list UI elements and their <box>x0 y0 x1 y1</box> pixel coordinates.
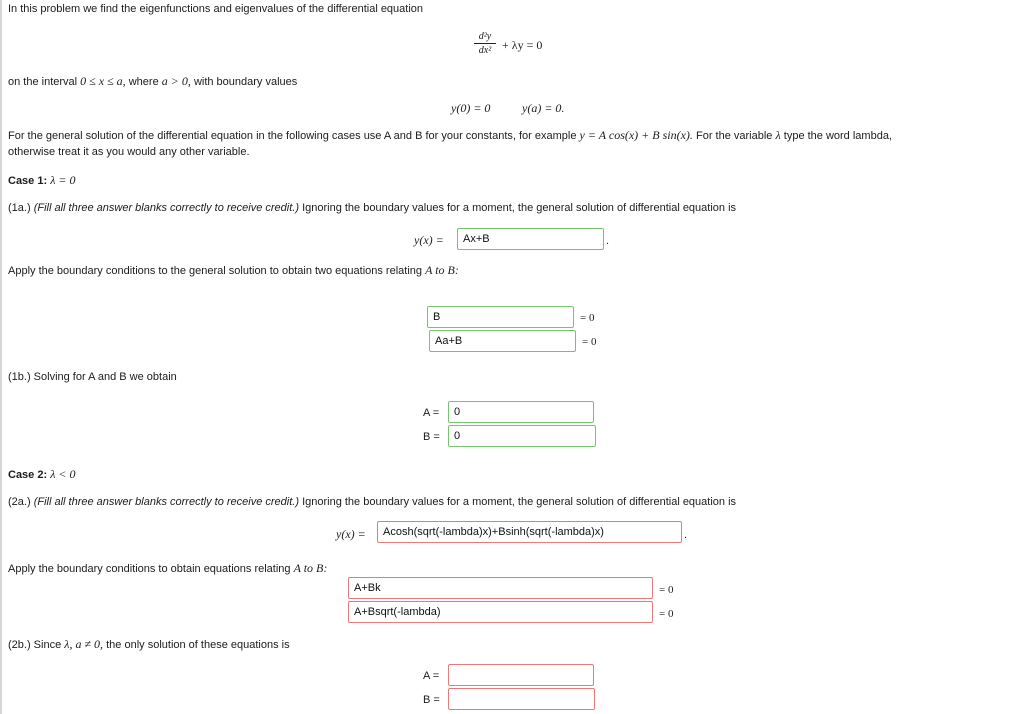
q2a-prompt <box>8 495 736 509</box>
case1-apply-label: Apply the boundary conditions to the general solution to obtain two equations relating <box>8 265 423 277</box>
case1-equation2-input[interactable]: Aa+B <box>429 330 576 352</box>
case2-apply-text <box>8 561 327 576</box>
lambda-symbol: λ <box>775 128 781 142</box>
case1-general-solution-input[interactable]: Ax+B <box>457 228 604 250</box>
case1-b-input[interactable]: 0 <box>448 425 596 447</box>
case1-a-label: A = <box>423 407 440 419</box>
interval-post: with boundary values <box>193 76 298 88</box>
q1a-label: (1a.) <box>8 202 31 214</box>
q2b-label: (2b.) Since <box>8 639 62 651</box>
case1-equation1-input[interactable]: B <box>427 306 574 328</box>
case1-condition: λ = 0 <box>50 173 76 187</box>
boundary-condition-2: y(a) = 0. <box>522 101 565 115</box>
fraction-bar <box>474 43 496 44</box>
case2-a-input[interactable] <box>448 664 594 686</box>
interval-cond: a > 0, <box>161 74 191 88</box>
q1a-credit-note: (Fill all three answer blanks correctly to receive credit.) <box>33 202 299 214</box>
ode-rest: + λy = 0 <box>502 38 543 52</box>
case2-b-label: B = <box>423 694 440 706</box>
q2b-text: the only solution of these equations is <box>106 639 290 651</box>
page-left-border <box>0 0 2 714</box>
case2-equation2-rhs: = 0 <box>659 608 674 620</box>
case2-condition: λ < 0 <box>50 467 76 481</box>
instructions-part-a: For the general solution of the differential equation in the following cases use A and B for your constants, for example <box>8 130 577 142</box>
general-instructions <box>8 128 892 143</box>
case2-apply-label: Apply the boundary conditions to obtain equations relating <box>8 563 291 575</box>
case1-heading <box>8 173 76 188</box>
case2-title: Case 2: <box>8 469 48 481</box>
q2a-label: (2a.) <box>8 496 31 508</box>
case1-a-input[interactable]: 0 <box>448 401 594 423</box>
case1-period: . <box>606 235 610 247</box>
q1a-prompt <box>8 201 736 215</box>
case2-apply-math: A to B: <box>293 561 328 575</box>
case1-apply-math: A to B: <box>425 263 459 277</box>
boundary-condition-1: y(0) = 0 <box>451 101 491 115</box>
instructions-part-c: type the word lambda, <box>783 130 892 142</box>
case2-equation2-input[interactable]: A+Bsqrt(-lambda) <box>348 601 653 623</box>
q2b-prompt <box>8 637 290 652</box>
interval-line <box>8 74 297 89</box>
case2-b-input[interactable] <box>448 688 595 710</box>
case2-a-label: A = <box>423 670 440 682</box>
case1-yx-label: y(x) = <box>414 233 444 247</box>
q2b-math: λ, a ≠ 0, <box>64 637 104 651</box>
q2a-text: Ignoring the boundary values for a moment, the general solution of differential equation is <box>302 496 737 508</box>
interval-math: 0 ≤ x ≤ a, <box>80 74 126 88</box>
q1b-prompt: (1b.) Solving for A and B we obtain <box>8 371 177 383</box>
case1-equation1-rhs: = 0 <box>580 312 595 324</box>
instructions-example: y = A cos(x) + B sin(x). <box>579 128 693 142</box>
case1-title: Case 1: <box>8 175 48 187</box>
intro-text: In this problem we find the eigenfunctions and eigenvalues of the differential equation <box>8 3 424 15</box>
case1-b-label: B = <box>423 431 440 443</box>
case2-general-solution-input[interactable]: Acosh(sqrt(-lambda)x)+Bsinh(sqrt(-lambda)x) <box>377 521 682 543</box>
q1a-text: Ignoring the boundary values for a moment, the general solution of differential equation is <box>302 202 737 214</box>
case2-equation1-input[interactable]: A+Bk <box>348 577 653 599</box>
interval-pre: on the interval <box>8 76 78 88</box>
case2-heading <box>8 467 76 482</box>
case1-apply-text <box>8 263 459 278</box>
instructions-part-b: For the variable <box>696 130 773 142</box>
interval-mid: where <box>128 76 159 88</box>
ode-numerator: d²y <box>478 31 492 42</box>
case2-period: . <box>684 529 688 541</box>
case2-yx-label: y(x) = <box>336 527 366 541</box>
ode-denominator: dx² <box>478 45 492 56</box>
case2-equation1-rhs: = 0 <box>659 584 674 596</box>
case1-equation2-rhs: = 0 <box>582 336 597 348</box>
general-instructions-line2: otherwise treat it as you would any other variable. <box>8 146 250 158</box>
q2a-credit-note: (Fill all three answer blanks correctly to receive credit.) <box>33 496 299 508</box>
